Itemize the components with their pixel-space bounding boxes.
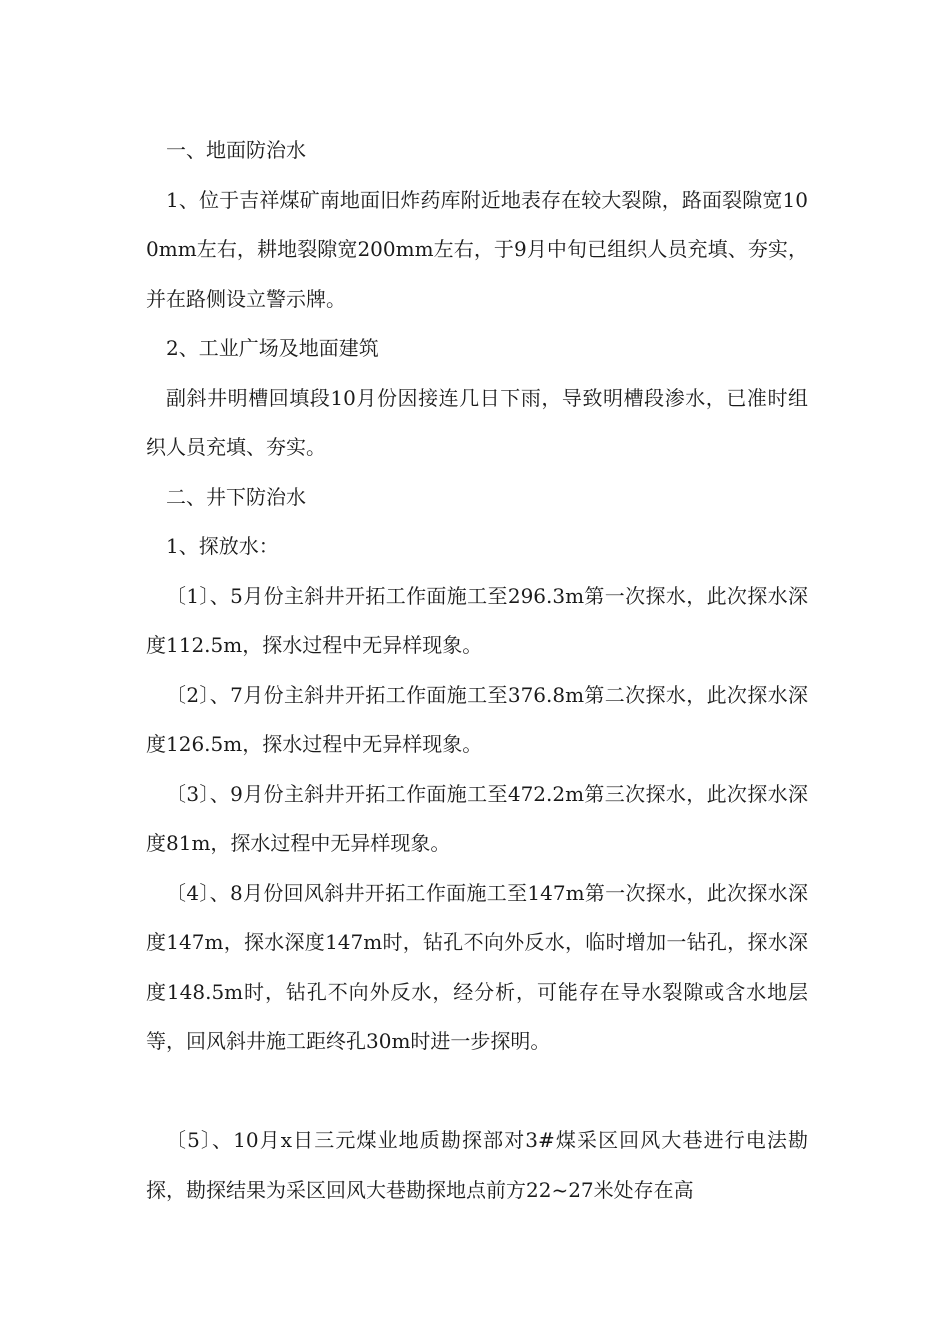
document-body bbox=[146, 126, 808, 1215]
subheading-industrial-square: 2、工业广场及地面建筑 bbox=[166, 336, 379, 360]
heading-surface-water-control: 一、地面防治水 bbox=[166, 138, 306, 162]
paragraph-exploration-4: 〔4〕、8月份回风斜井开拓工作面施工至147m第一次探水，此次探水深度147m，探水深度147m时，钻孔不向外反水，临时增加一钻孔，探水深度148.5m时，钻孔不向外反水，经分析，可能存在导水裂隙或含水地层等，回风斜井施工距终孔30m时进一步探明。 bbox=[146, 880, 808, 1053]
paragraph-exploration-5: 〔5〕、10月x日三元煤业地质勘探部对3#煤采区回风大巷进行电法勘探，勘探结果为采区回风大巷勘探地点前方22~27米处存在高 bbox=[146, 1128, 808, 1202]
heading-underground-water-control: 二、井下防治水 bbox=[166, 484, 306, 509]
paragraph-ground-cracks: 1、位于吉祥煤矿南地面旧炸药库附近地表存在较大裂隙，路面裂隙宽100mm左右，耕地裂隙宽200mm左右，于9月中旬已组织人员充填、夯实，并在路侧设立警示牌。 bbox=[146, 187, 808, 311]
paragraph-exploration-1: 〔1〕、5月份主斜井开拓工作面施工至296.3m第一次探水，此次探水深度112.5m，探水过程中无异样现象。 bbox=[146, 583, 808, 657]
blank-line bbox=[146, 1067, 808, 1117]
paragraph-exploration-2: 〔2〕、7月份主斜井开拓工作面施工至376.8m第二次探水，此次探水深度126.5m，探水过程中无异样现象。 bbox=[146, 682, 808, 756]
subheading-water-exploration: 1、探放水： bbox=[166, 534, 279, 558]
paragraph-exploration-3: 〔3〕、9月份主斜井开拓工作面施工至472.2m第三次探水，此次探水深度81m，探水过程中无异样现象。 bbox=[146, 781, 808, 855]
paragraph-auxiliary-shaft-seepage: 副斜井明槽回填段10月份因接连几日下雨，导致明槽段渗水，已准时组织人员充填、夯实。 bbox=[146, 385, 808, 459]
